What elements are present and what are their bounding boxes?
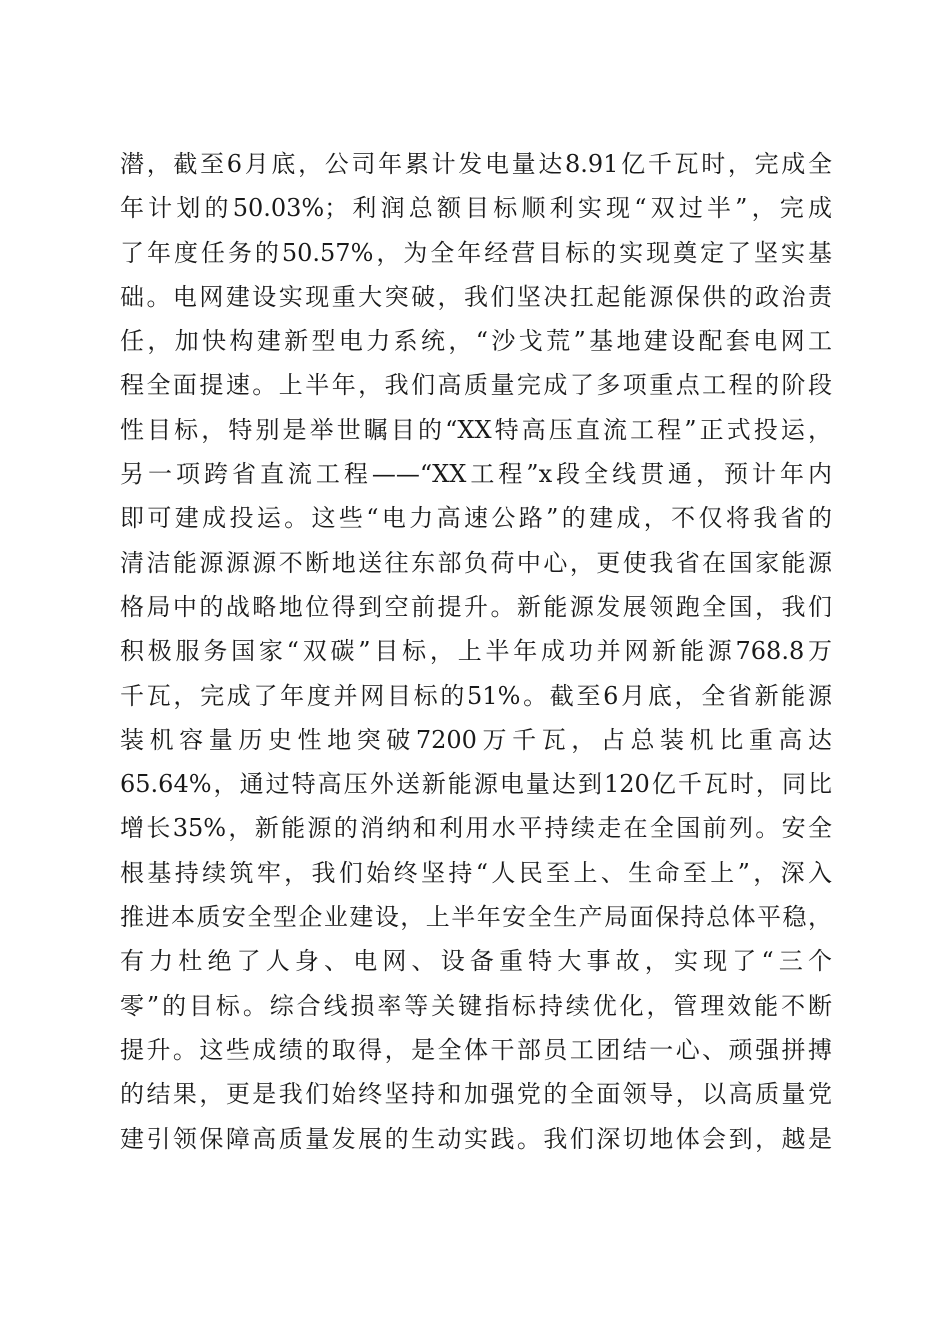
text-line: 性目标，特别是举世瞩目的“XX特高压直流工程”正式投运， [120,415,832,444]
text-line: 了年度任务的50.57%，为全年经营目标的实现奠定了坚实基 [120,238,832,267]
text-line: 推进本质安全型企业建设，上半年安全生产局面保持总体平稳， [120,903,832,932]
text-line: 格局中的战略地位得到空前提升。新能源发展领跑全国，我们 [120,592,832,621]
text-line: 积极服务国家“双碳”目标，上半年成功并网新能源768.8万 [120,637,832,666]
text-line: 的结果，更是我们始终坚持和加强党的全面领导，以高质量党 [120,1080,832,1109]
text-line: 清洁能源源源不断地送往东部负荷中心，更使我省在国家能源 [120,548,832,577]
text-line: 有力杜绝了人身、电网、设备重特大事故，实现了“三个 [120,947,832,976]
text-line: 65.64%，通过特高压外送新能源电量达到120亿千瓦时，同比 [120,770,832,799]
text-line: 建引领保障高质量发展的生动实践。我们深切地体会到，越是 [120,1124,832,1153]
body-paragraph [120,142,832,1161]
text-line: 任，加快构建新型电力系统，“沙戈荒”基地建设配套电网工 [120,327,832,356]
text-line: 程全面提速。上半年，我们高质量完成了多项重点工程的阶段 [120,371,832,400]
text-line: 根基持续筑牢，我们始终坚持“人民至上、生命至上”，深入 [120,858,832,887]
text-line: 另一项跨省直流工程——“XX工程”x段全线贯通，预计年内 [120,460,832,489]
text-line: 础。电网建设实现重大突破，我们坚决扛起能源保供的政治责 [120,282,832,311]
text-line: 增长35%，新能源的消纳和利用水平持续走在全国前列。安全 [120,814,832,843]
text-line: 潜，截至6月底，公司年累计发电量达8.91亿千瓦时，完成全 [120,150,832,178]
text-line: 装机容量历史性地突破7200万千瓦，占总装机比重高达 [120,725,832,754]
text-line: 千瓦，完成了年度并网目标的51%。截至6月底，全省新能源 [120,681,832,710]
text-line: 年计划的50.03%；利润总额目标顺利实现“双过半”，完成 [120,194,832,223]
text-line: 即可建成投运。这些“电力高速公路”的建成，不仅将我省的 [120,504,832,533]
text-line: 提升。这些成绩的取得，是全体干部员工团结一心、顽强拼搏 [120,1035,832,1064]
text-line: 零”的目标。综合线损率等关键指标持续优化，管理效能不断 [120,991,832,1020]
